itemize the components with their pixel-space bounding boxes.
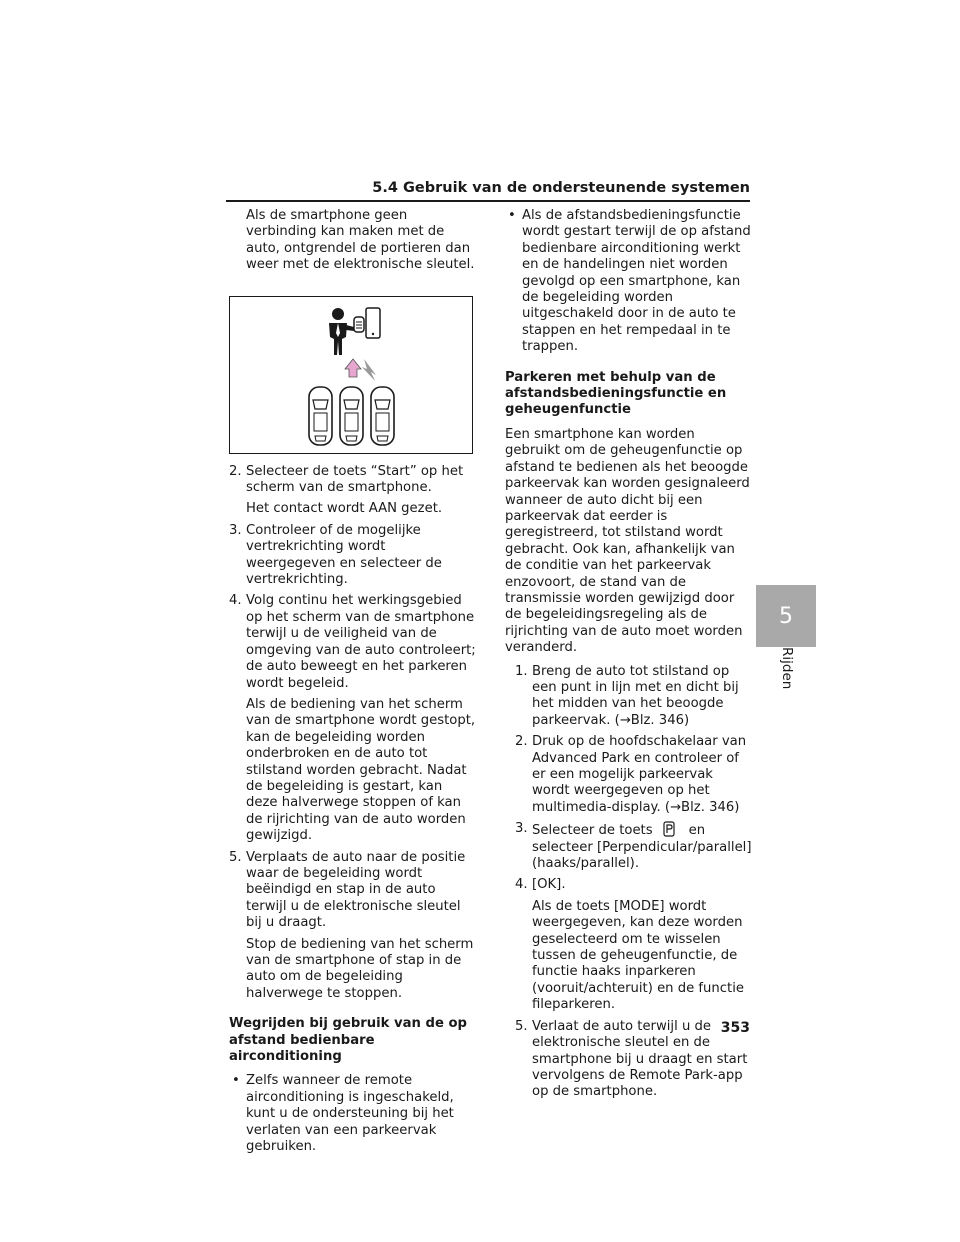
left-column xyxy=(229,208,477,1162)
step-number: 5. xyxy=(515,1018,528,1034)
step-note: Stop de bediening van het scherm van de smartphone of stap in de auto om de begeleiding halverwege te stoppen. xyxy=(246,936,474,1001)
steps-list xyxy=(505,664,753,1101)
intro-paragraph: Als de smartphone geen verbinding kan maken met de auto, ontgrendel de portieren dan weer met de elektronische sleutel. xyxy=(246,208,475,273)
up-arrow-icon xyxy=(345,359,361,377)
step-number: 4. xyxy=(229,593,242,609)
step-number: 1. xyxy=(515,663,528,679)
chapter-number: 5 xyxy=(779,603,793,629)
step-text: Breng de auto tot stilstand op een punt in lijn met en dicht bij het midden van het beoogde parkeervak. (→Blz. 346) xyxy=(532,663,739,728)
key-fob-icon xyxy=(354,317,364,332)
step-text-after: en selecteer [Perpendicular/parallel] (haaks/parallel). xyxy=(532,823,752,872)
step-text xyxy=(532,821,753,872)
step-text: Volg continu het werkingsgebied op het scherm van de smartphone terwijl u de veiligheid van de omgeving van de auto controleert; de auto beweegt en het parkeren wordt begeleid. xyxy=(246,593,476,691)
parking-key-icon xyxy=(663,821,675,837)
chapter-label: Rijden xyxy=(779,647,795,690)
list-item xyxy=(229,850,477,1003)
list-item xyxy=(515,1019,753,1101)
body-paragraph: Een smartphone kan worden gebruikt om de geheugenfunctie op afstand te bedienen als het beoogde parkeervak kan worden gesignaleerd wanneer de auto dicht bij een parkeervak dat eerder is geregistreerd, tot stilstand wordt gebracht. Ook kan, afhankelijk van de conditie van het parkeervak enzovoort, de stand van de transmissie worden gewijzigd door de begeleidingsregeling als de rijrichting van de auto moet worden veranderd. xyxy=(505,426,750,656)
right-column xyxy=(505,208,753,1106)
step-number: 2. xyxy=(229,463,242,479)
remote-park-illustration xyxy=(229,296,473,454)
list-item xyxy=(229,593,477,844)
car-icon xyxy=(309,387,332,445)
car-icon xyxy=(371,387,394,445)
list-item xyxy=(229,464,477,518)
step-number: 2. xyxy=(515,734,528,750)
step-number: 3. xyxy=(515,821,528,837)
step-text: Druk op de hoofdschakelaar van Advanced Park en controleer of er een mogelijk parkeervak wordt weergegeven op het multimedia-display. (→Blz. 346) xyxy=(532,734,747,815)
list-item xyxy=(515,877,753,1013)
step-text: Selecteer de toets “Start” op het scherm van de smartphone. xyxy=(246,463,464,496)
signal-icon xyxy=(362,359,376,381)
step-note: Als de bediening van het scherm van de smartphone wordt gestopt, kan de begeleiding worden onderbroken en de auto tot stilstand worden gebracht. Nadat de begeleiding is gestart, kan deze halverwege stoppen of kan de rijrichting van de auto worden gewijzigd. xyxy=(246,696,476,844)
list-item xyxy=(515,664,753,730)
car-icon xyxy=(340,387,363,445)
subheading: Wegrijden bij gebruik van de op afstand bedienbare airconditioning xyxy=(229,1016,467,1065)
step-text: [OK]. xyxy=(532,877,566,893)
smartphone-icon xyxy=(366,308,380,338)
step-note: Als de toets [MODE] wordt weergegeven, kan deze worden geselecteerd om te wisselen tussen de geheugenfunctie, de functie haaks inparkeren (vooruit/achteruit) en de functie fileparkeren. xyxy=(532,898,744,1013)
step-text: Verplaats de auto naar de positie waar de begeleiding wordt beëindigd en stap in de auto terwijl u de elektronische sleutel bij u draagt. xyxy=(246,849,466,931)
bullet-dot: • xyxy=(508,208,516,223)
bullet-item xyxy=(229,1073,477,1155)
bullet-dot: • xyxy=(232,1073,240,1089)
chapter-tab xyxy=(756,585,816,647)
list-item xyxy=(229,523,477,589)
section-title: 5.4 Gebruik van de ondersteunende systemen xyxy=(372,180,750,196)
list-item xyxy=(515,821,753,872)
step-text: Verlaat de auto terwijl u de elektronische sleutel en de smartphone bij u draagt en start vervolgens de Remote Park-app op de smartphone. xyxy=(532,1018,748,1100)
subheading: Parkeren met behulp van de afstandsbedieningsfunctie en geheugenfunctie xyxy=(505,369,727,418)
step-note: Het contact wordt AAN gezet. xyxy=(246,501,443,517)
bullet-item xyxy=(505,208,753,356)
step-text: Controleer of de mogelijke vertrekrichting wordt weergegeven en selecteer de vertrekrichting. xyxy=(246,522,442,588)
person-icon xyxy=(329,308,354,355)
bullet-text: Als de afstandsbedieningsfunctie wordt gestart terwijl de op afstand bedienbare airconditioning werkt en de handelingen niet worden gevolgd op een smartphone, kan de begeleiding worden uitgeschakeld door in de auto te stappen en het rempedaal in te trappen. xyxy=(522,208,751,355)
list-item xyxy=(515,734,753,816)
step-number: 4. xyxy=(515,877,528,893)
step-text-before: Selecteer de toets xyxy=(532,823,653,839)
step-number: 5. xyxy=(229,849,242,865)
bullet-text: Zelfs wanneer de remote airconditioning is ingeschakeld, kunt u de ondersteuning bij het verlaten van een parkeervak gebruiken. xyxy=(246,1073,454,1155)
header-divider xyxy=(226,200,750,202)
step-number: 3. xyxy=(229,522,242,538)
page-number: 353 xyxy=(720,1020,750,1036)
